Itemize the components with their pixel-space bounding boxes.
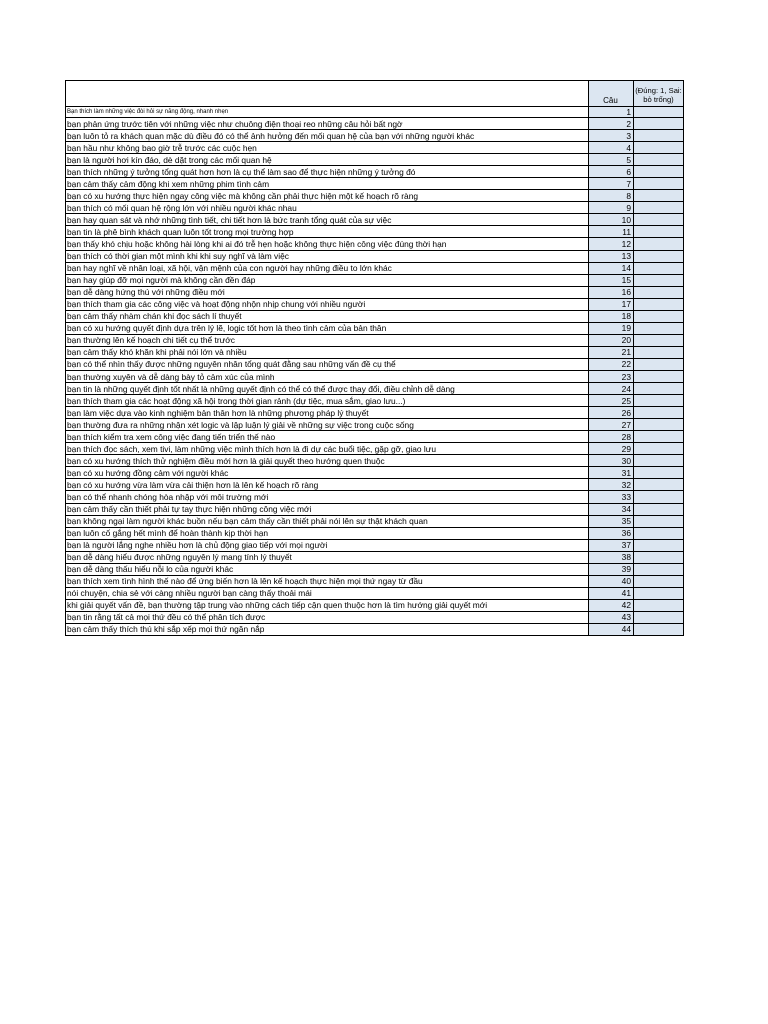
question-number: 16 (589, 286, 634, 298)
question-text: bạn tin là phê bình khách quan luôn tốt trong mọi trường hợp (66, 226, 589, 238)
table-row (66, 154, 684, 166)
question-text: bạn thích tham gia các hoạt động xã hội trong thời gian rảnh (dự tiệc, mua sắm, giao lưu...) (66, 395, 589, 407)
question-number: 13 (589, 250, 634, 262)
question-text: bạn dễ dàng hiểu được những nguyên lý mang tính lý thuyết (66, 551, 589, 563)
table-row (66, 383, 684, 395)
question-number: 43 (589, 611, 634, 623)
question-text: bạn tin rằng tất cả mọi thứ đều có thể phân tích được (66, 611, 589, 623)
question-number: 11 (589, 226, 634, 238)
question-text: bạn thấy khó chịu hoặc không hài lòng khi ai đó trễ hẹn hoặc không thực hiện công việc đúng thời hạn (66, 238, 589, 250)
answer-cell[interactable] (634, 539, 684, 551)
question-text: khi giải quyết vấn đề, bạn thường tập trung vào những cách tiếp cận quen thuộc hơn là tìm hướng giải quyết mới (66, 599, 589, 611)
table-row (66, 286, 684, 298)
question-text: bạn hay quan sát và nhớ những tình tiết, chi tiết hơn là bức tranh tổng quát của sự việc (66, 214, 589, 226)
header-num-cell: Câu (589, 81, 634, 107)
answer-cell[interactable] (634, 298, 684, 310)
answer-cell[interactable] (634, 262, 684, 274)
question-text: bạn thường đưa ra những nhận xét logic và lập luận lý giải về những sự việc trong cuộc sống (66, 419, 589, 431)
question-text: bạn phản ứng trước tiên với những việc như chuông điện thoại reo những câu hỏi bất ngờ (66, 118, 589, 130)
table-row (66, 370, 684, 382)
answer-cell[interactable] (634, 322, 684, 334)
question-number: 25 (589, 395, 634, 407)
question-text: nói chuyện, chia sẻ với càng nhiều người bạn càng thấy thoải mái (66, 587, 589, 599)
table-row (66, 118, 684, 130)
answer-cell[interactable] (634, 370, 684, 382)
table-row (66, 166, 684, 178)
answer-cell[interactable] (634, 310, 684, 322)
answer-cell[interactable] (634, 142, 684, 154)
question-text: bạn tin là những quyết định tốt nhất là những quyết định có thể có thể được thay đổi, điều chỉnh dễ dàng (66, 383, 589, 395)
question-text: bạn thích những ý tưởng tổng quát hơn hơn là cụ thể làm sao để thực hiện những ý tưởng đó (66, 166, 589, 178)
table-row (66, 190, 684, 202)
answer-cell[interactable] (634, 455, 684, 467)
answer-cell[interactable] (634, 479, 684, 491)
question-number: 19 (589, 322, 634, 334)
header-answer-cell (634, 81, 684, 107)
table-row (66, 419, 684, 431)
question-number: 10 (589, 214, 634, 226)
answer-cell[interactable] (634, 226, 684, 238)
answer-cell[interactable] (634, 503, 684, 515)
question-number: 33 (589, 491, 634, 503)
question-text: bạn không ngại làm người khác buồn nếu bạn cảm thấy cần thiết phải nói lên sự thật khách quan (66, 515, 589, 527)
answer-cell[interactable] (634, 491, 684, 503)
question-number: 21 (589, 346, 634, 358)
question-text: bạn là người hơi kín đáo, dè dặt trong các mối quan hệ (66, 154, 589, 166)
table-row (66, 142, 684, 154)
question-number: 14 (589, 262, 634, 274)
question-text: bạn thích xem tình hình thế nào để ứng biến hơn là lên kế hoạch thực hiện mọi thứ ngay từ đầu (66, 575, 589, 587)
question-number: 27 (589, 419, 634, 431)
answer-cell[interactable] (634, 190, 684, 202)
question-text: bạn có xu hướng thực hiện ngay công việc mà không cần phải thực hiện một kế hoạch rõ ràng (66, 190, 589, 202)
table-row (66, 479, 684, 491)
question-text: bạn thích có mối quan hệ rộng lớn với nhiều người khác nhau (66, 202, 589, 214)
table-row (66, 503, 684, 515)
question-number: 37 (589, 539, 634, 551)
table-row (66, 539, 684, 551)
question-number: 32 (589, 479, 634, 491)
answer-cell[interactable] (634, 130, 684, 142)
question-number: 29 (589, 443, 634, 455)
header-question-cell (66, 81, 589, 107)
answer-cell[interactable] (634, 611, 684, 623)
answer-cell[interactable] (634, 346, 684, 358)
question-number: 8 (589, 190, 634, 202)
table-row (66, 407, 684, 419)
question-number: 41 (589, 587, 634, 599)
question-number: 31 (589, 467, 634, 479)
subtitle-row (66, 107, 684, 118)
table-row (66, 527, 684, 539)
table-row (66, 322, 684, 334)
answer-cell[interactable] (634, 383, 684, 395)
table-row (66, 226, 684, 238)
answer-cell[interactable] (634, 395, 684, 407)
question-text: bạn có thể nhìn thấy được những nguyên nhân tổng quát đằng sau những vấn đề cụ thể (66, 358, 589, 370)
table-row (66, 515, 684, 527)
question-text: bạn dễ dàng hứng thú với những điều mới (66, 286, 589, 298)
table-row (66, 346, 684, 358)
answer-cell[interactable] (634, 563, 684, 575)
answer-cell[interactable] (634, 467, 684, 479)
answer-cell[interactable] (634, 238, 684, 250)
table-row (66, 455, 684, 467)
question-number: 7 (589, 178, 634, 190)
answer-cell[interactable] (634, 431, 684, 443)
questionnaire-table (65, 80, 684, 636)
table-row (66, 214, 684, 226)
question-text: bạn cảm thấy nhàm chán khi đọc sách lí thuyết (66, 310, 589, 322)
question-number: 23 (589, 370, 634, 382)
answer-cell[interactable] (634, 202, 684, 214)
subtitle-cell: Bạn thích làm những việc đòi hỏi sự năng động, nhanh nhẹn (66, 107, 589, 118)
table-row (66, 130, 684, 142)
question-text: bạn cảm thấy khó khăn khi phải nói lớn và nhiều (66, 346, 589, 358)
question-number: 24 (589, 383, 634, 395)
answer-cell[interactable] (634, 118, 684, 130)
answer-cell[interactable] (634, 358, 684, 370)
answer-cell[interactable] (634, 551, 684, 563)
question-text: bạn hầu như không bao giờ trễ trước các cuộc hẹn (66, 142, 589, 154)
table-row (66, 611, 684, 623)
question-text: bạn luôn cố gắng hết mình để hoàn thành kịp thời hạn (66, 527, 589, 539)
question-text: bạn có xu hướng thích thử nghiệm điều mới hơn là giải quyết theo hướng quen thuộc (66, 455, 589, 467)
table-row (66, 274, 684, 286)
subtitle-num-cell: 1 (589, 107, 634, 118)
question-text: bạn cảm thấy cần thiết phải tự tay thực hiện những công việc mới (66, 503, 589, 515)
question-text: bạn thích đọc sách, xem tivi, làm những việc mình thích hơn là đi dự các buổi tiệc, gặp gỡ, giao lưu (66, 443, 589, 455)
answer-cell[interactable] (634, 575, 684, 587)
question-text: bạn hay giúp đỡ mọi người mà không cần đền đáp (66, 274, 589, 286)
question-number: 39 (589, 563, 634, 575)
table-row (66, 599, 684, 611)
answer-cell[interactable] (634, 443, 684, 455)
question-number: 4 (589, 142, 634, 154)
question-number: 5 (589, 154, 634, 166)
question-number: 17 (589, 298, 634, 310)
answer-cell[interactable] (634, 407, 684, 419)
question-text: bạn thích kiểm tra xem công việc đang tiến triển thế nào (66, 431, 589, 443)
question-number: 12 (589, 238, 634, 250)
question-number: 2 (589, 118, 634, 130)
answer-cell[interactable] (634, 419, 684, 431)
question-text: bạn luôn tỏ ra khách quan mặc dù điều đó có thể ảnh hưởng đến mối quan hệ của bạn với những người khác (66, 130, 589, 142)
answer-cell[interactable] (634, 286, 684, 298)
table-row (66, 551, 684, 563)
question-text: bạn có xu hướng quyết định dựa trên lý lẽ, logic tốt hơn là theo tình cảm của bản thân (66, 322, 589, 334)
answer-cell[interactable] (634, 599, 684, 611)
table-row (66, 310, 684, 322)
table-row (66, 178, 684, 190)
answer-cell[interactable] (634, 250, 684, 262)
answer-cell[interactable] (634, 178, 684, 190)
table-row (66, 443, 684, 455)
question-text: bạn hay nghĩ về nhân loại, xã hội, vận mệnh của con người hay những điều to lớn khác (66, 262, 589, 274)
table-row (66, 395, 684, 407)
question-number: 44 (589, 623, 634, 635)
answer-cell[interactable] (634, 587, 684, 599)
question-number: 3 (589, 130, 634, 142)
table-row (66, 238, 684, 250)
question-number: 22 (589, 358, 634, 370)
question-number: 42 (589, 599, 634, 611)
question-number: 35 (589, 515, 634, 527)
table-row (66, 202, 684, 214)
question-number: 18 (589, 310, 634, 322)
table-row (66, 358, 684, 370)
answer-cell[interactable] (634, 274, 684, 286)
question-text: bạn có thể nhanh chóng hòa nhập với môi trường mới (66, 491, 589, 503)
table-row (66, 467, 684, 479)
subtitle-answer-cell (634, 107, 684, 118)
question-number: 6 (589, 166, 634, 178)
question-number: 40 (589, 575, 634, 587)
header-row (66, 81, 684, 107)
question-text: bạn thích tham gia các công việc và hoạt động nhộn nhịp chung với nhiều người (66, 298, 589, 310)
question-number: 26 (589, 407, 634, 419)
question-text: bạn là người lắng nghe nhiều hơn là chủ động giao tiếp với mọi người (66, 539, 589, 551)
question-number: 38 (589, 551, 634, 563)
question-number: 9 (589, 202, 634, 214)
answer-cell[interactable] (634, 214, 684, 226)
table-row (66, 491, 684, 503)
table-row (66, 334, 684, 346)
question-text: bạn dễ dàng thấu hiểu nỗi lo của người khác (66, 563, 589, 575)
question-number: 34 (589, 503, 634, 515)
table-row (66, 575, 684, 587)
question-number: 30 (589, 455, 634, 467)
answer-cell[interactable] (634, 166, 684, 178)
question-number: 15 (589, 274, 634, 286)
table-row (66, 250, 684, 262)
table-row (66, 298, 684, 310)
question-text: bạn cảm thấy cảm động khi xem những phim tình cảm (66, 178, 589, 190)
answer-note: (Đúng: 1, Sai: bỏ trống) (635, 86, 682, 104)
answer-cell[interactable] (634, 527, 684, 539)
question-number: 36 (589, 527, 634, 539)
table-row (66, 262, 684, 274)
table-row (66, 563, 684, 575)
question-text: bạn có xu hướng đồng cảm với người khác (66, 467, 589, 479)
question-text: bạn có xu hướng vừa làm vừa cải thiện hơn là lên kế hoạch rõ ràng (66, 479, 589, 491)
question-text: bạn thường xuyên và dễ dàng bày tỏ cảm xúc của mình (66, 370, 589, 382)
table-row (66, 587, 684, 599)
table-row (66, 431, 684, 443)
table-row (66, 623, 684, 635)
question-text: bạn thích có thời gian một mình khi khi suy nghĩ và làm việc (66, 250, 589, 262)
answer-cell[interactable] (634, 623, 684, 635)
question-number: 20 (589, 334, 634, 346)
answer-cell[interactable] (634, 334, 684, 346)
question-number: 28 (589, 431, 634, 443)
question-text: bạn thường lên kế hoạch chi tiết cụ thể trước (66, 334, 589, 346)
answer-cell[interactable] (634, 154, 684, 166)
answer-cell[interactable] (634, 515, 684, 527)
question-text: bạn làm việc dựa vào kinh nghiệm bản thân hơn là những phương pháp lý thuyết (66, 407, 589, 419)
question-text: bạn cảm thấy thích thú khi sắp xếp mọi thứ ngăn nắp (66, 623, 589, 635)
